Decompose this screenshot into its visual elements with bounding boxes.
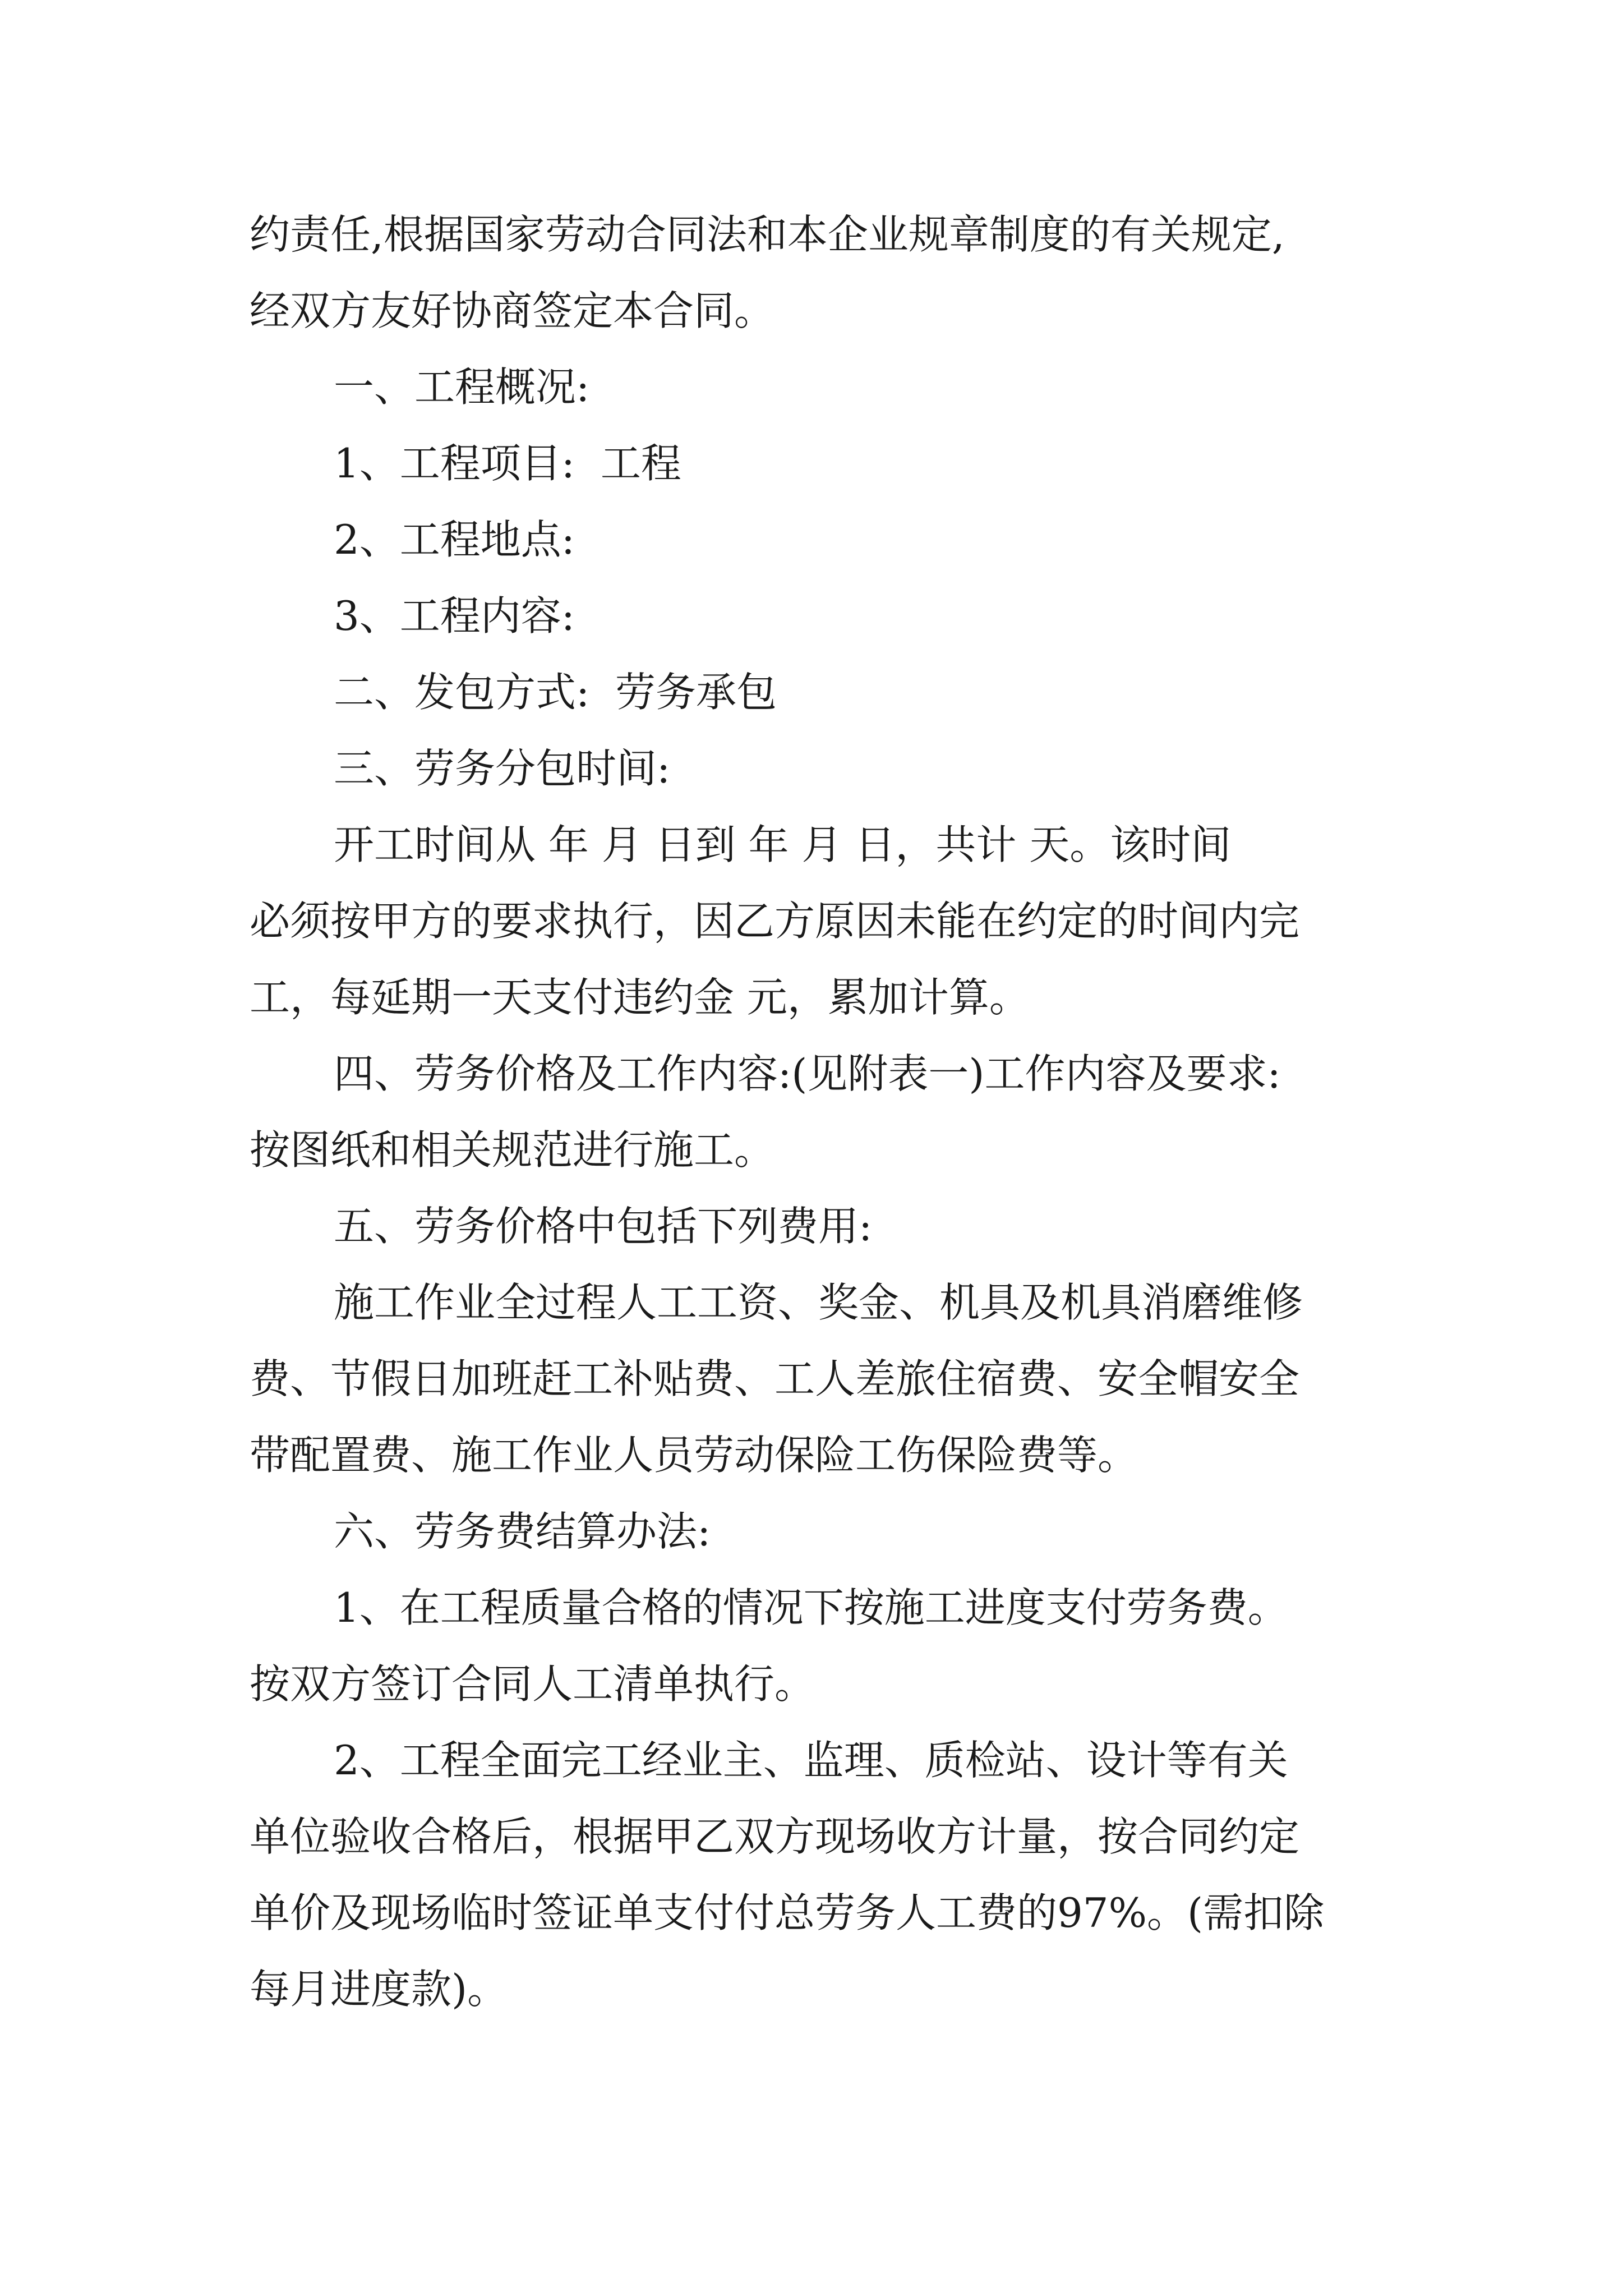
text-line: 2、工程全面完工经业主、监理、质检站、设计等有关 <box>334 1737 1288 1784</box>
text-line: 单价及现场临时签证单支付付总劳务人工费的97%。(需扣除 <box>250 1889 1325 1936</box>
section-heading-1: 一、工程概况: <box>334 364 590 411</box>
text-line: 1、在工程质量合格的情况下按施工进度支付劳务费。 <box>334 1584 1288 1631</box>
text-line: 2、工程地点: <box>334 516 575 563</box>
section-heading-3: 三、劳务分包时间: <box>334 745 671 792</box>
text-line: 单位验收合格后，根据甲乙双方现场收方计量，按合同约定 <box>250 1813 1300 1860</box>
section-heading-2: 二、发包方式: 劳务承包 <box>334 669 777 716</box>
document-page <box>250 196 1427 2027</box>
text-line: 费、节假日加班赶工补贴费、工人差旅住宿费、安全帽安全 <box>250 1355 1300 1402</box>
text-line: 必须按甲方的要求执行，因乙方原因未能在约定的时间内完 <box>250 898 1300 945</box>
section-heading-5: 五、劳务价格中包括下列费用: <box>334 1203 873 1250</box>
text-line: 开工时间从 年 月 日到 年 月 日，共计 天。该时间 <box>334 821 1232 868</box>
text-line: 施工作业全过程人工工资、奖金、机具及机具消磨维修 <box>334 1279 1303 1326</box>
section-heading-4: 四、劳务价格及工作内容:(见附表一)工作内容及要求: <box>334 1050 1281 1097</box>
text-line: 约责任,根据国家劳动合同法和本企业规章制度的有关规定, <box>250 211 1285 258</box>
text-line: 经双方友好协商签定本合同。 <box>250 287 775 334</box>
section-heading-6: 六、劳务费结算办法: <box>334 1508 711 1555</box>
text-line: 工，每延期一天支付违约金 元，累加计算。 <box>250 974 1030 1021</box>
text-line: 1、工程项目: 工程 <box>334 440 681 487</box>
text-line: 带配置费、施工作业人员劳动保险工伤保险费等。 <box>250 1432 1138 1479</box>
text-line: 按双方签订合同人工清单执行。 <box>250 1660 815 1708</box>
text-line: 每月进度款)。 <box>250 1966 508 2013</box>
text-line: 按图纸和相关规范进行施工。 <box>250 1126 775 1174</box>
text-line: 3、工程内容: <box>334 592 575 639</box>
